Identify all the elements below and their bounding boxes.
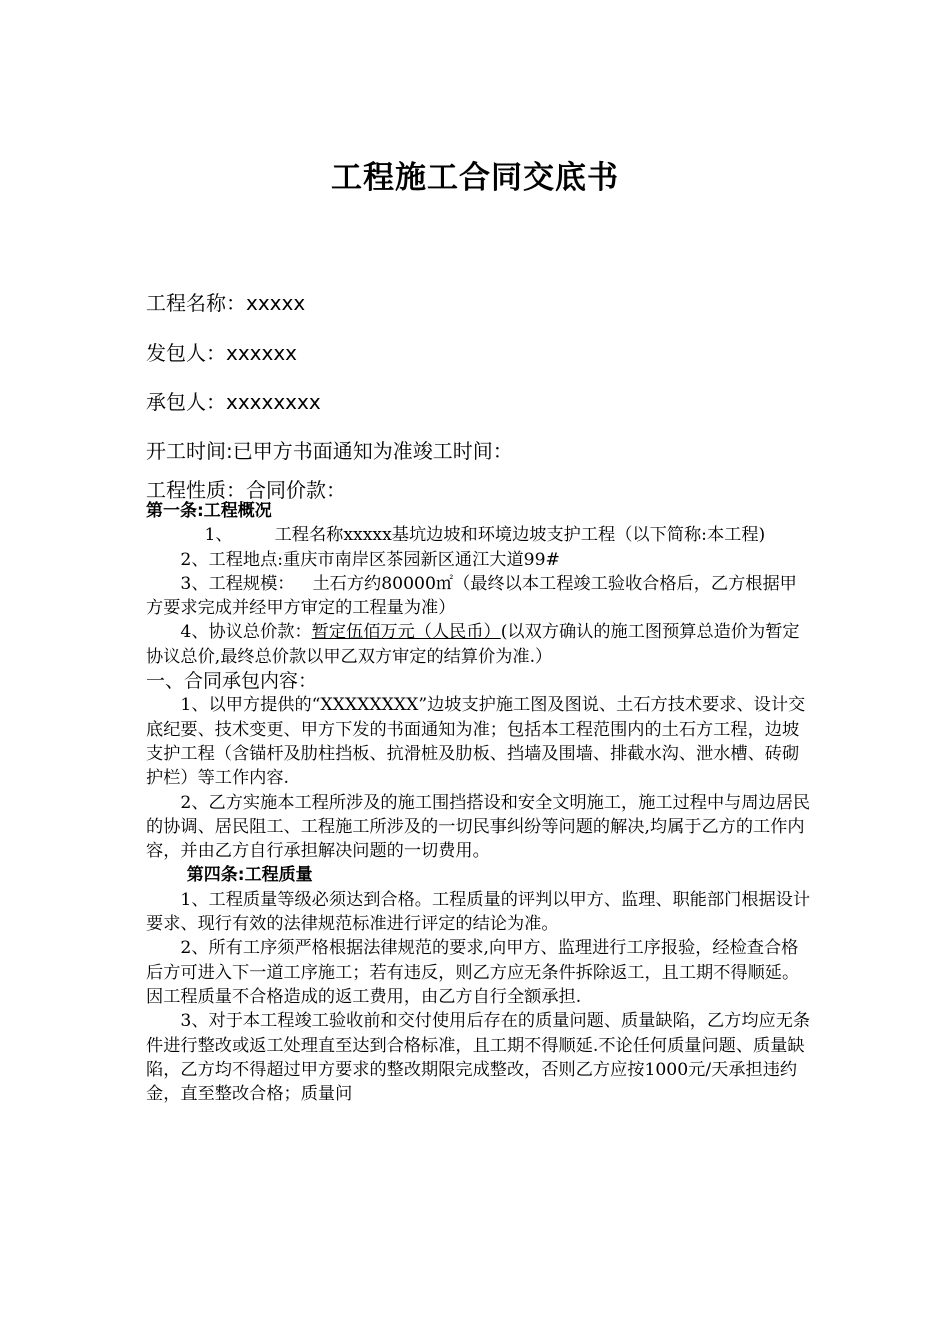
contractor-value: xxxxxxxx bbox=[226, 390, 321, 414]
article1-heading: 第一条:工程概况 bbox=[146, 501, 272, 521]
project-name-value: xxxxx bbox=[246, 291, 306, 315]
contractor-line bbox=[146, 386, 321, 415]
article1-item3-label: 3、工程规模： bbox=[180, 573, 295, 594]
article1-item2: 2、工程地点:重庆市南岸区茶园新区通江大道99# bbox=[180, 549, 560, 570]
article1-item3 bbox=[146, 572, 811, 621]
article1-item4-price: 暂定伍佰万元（人民币） bbox=[311, 622, 501, 643]
document-title: 工程施工合同交底书 bbox=[331, 160, 619, 196]
article1-item1-number: 1、 bbox=[204, 525, 233, 546]
section1-paragraph-2: 2、乙方实施本工程所涉及的施工围挡搭设和安全文明施工，施工过程中与周边居民的协调、居民阻工、工程施工所涉及的一切民事纠纷等问题的解决,均属于乙方的工作内容，并由乙方自行承担解决问题的一切费用。 bbox=[146, 792, 811, 862]
employer-value: xxxxxx bbox=[226, 341, 298, 365]
article4-paragraph-1: 1、工程质量等级必须达到合格。工程质量的评判以甲方、监理、职能部门根据设计要求、现行有效的法律规范标准进行评定的结论为准。 bbox=[146, 889, 811, 935]
section1-heading: 一、合同承包内容： bbox=[146, 670, 318, 693]
employer-label: 发包人： bbox=[146, 341, 226, 365]
contract-body bbox=[146, 499, 811, 1106]
article4-heading: 第四条:工程质量 bbox=[186, 865, 313, 886]
schedule-line: 开工时间:已甲方书面通知为准竣工时间： bbox=[146, 439, 513, 463]
article4-paragraph-2: 2、所有工序须严格根据法律规范的要求,向甲方、监理进行工序报验，经检查合格后方可进入下一道工序施工；若有违反，则乙方应无条件拆除返工，且工期不得顺延。因工程质量不合格造成的返工费用，由乙方自行全额承担. bbox=[146, 938, 800, 1007]
article1-item1-text: 工程名称xxxxx基坑边坡和环境边坡支护工程（以下简称:本工程) bbox=[274, 525, 766, 546]
section1-paragraph-1: 1、以甲方提供的“XXXXXXXX”边坡支护施工图及图说、土石方技术要求、设计交底纪要、技术变更、甲方下发的书面通知为准；包括本工程范围内的土石方工程，边坡支护工程（含锚杆及肋柱挡板、抗滑桩及肋板、挡墙及围墙、排截水沟、泄水槽、砖砌护栏）等工作内容. bbox=[146, 695, 806, 789]
project-name-label: 工程名称： bbox=[146, 291, 246, 315]
nature-line: 工程性质：合同价款： bbox=[146, 478, 346, 502]
article1-item4-label: 4、协议总价款： bbox=[180, 622, 312, 643]
contractor-label: 承包人： bbox=[146, 390, 226, 414]
article4-paragraph-3: 3、对于本工程竣工验收前和交付使用后存在的质量问题、质量缺陷，乙方均应无条件进行整改或返工处理直至达到合格标准，且工期不得顺延.不论任何质量问题、质量缺陷，乙方均不得超过甲方要求的整改期限完成整改，否则乙方应按1000元/天承担违约金，直至整改合格；质量问 bbox=[146, 1011, 811, 1105]
article1-item4-rest: (以双方确认的施工图预算总造价为暂定协议总价,最终总价款以甲乙双方审定的结算价为准.） bbox=[146, 622, 800, 667]
employer-line bbox=[146, 337, 297, 366]
article1-item4 bbox=[146, 620, 811, 669]
article1-item3-text: 土石方约80000㎡（最终以本工程竣工验收合格后，乙方根据甲方要求完成并经甲方审定的工程量为准） bbox=[146, 573, 797, 619]
project-name-line bbox=[146, 287, 305, 316]
article1-item1 bbox=[146, 523, 811, 547]
